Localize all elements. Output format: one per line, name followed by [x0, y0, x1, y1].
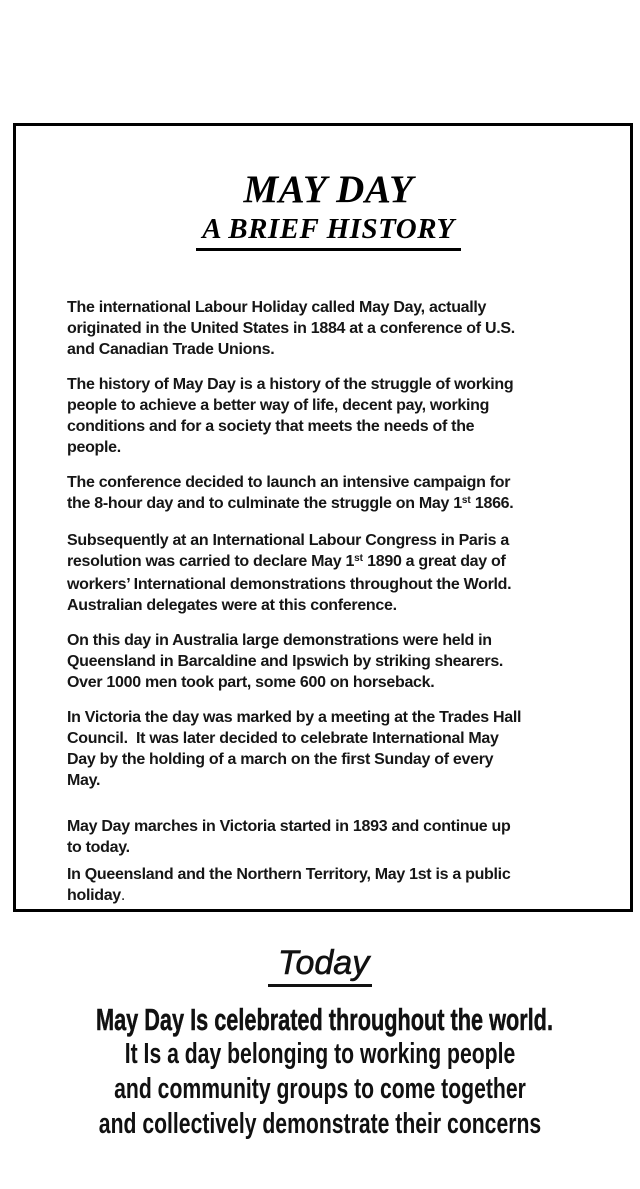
paragraph-line: The conference decided to launch an intensive campaign for: [67, 474, 511, 491]
document-title: MAY DAY: [243, 168, 414, 211]
paragraph: [67, 374, 590, 458]
paragraph-line: resolution was carried to declare May 1st 1890 a great day of: [67, 553, 506, 570]
paragraph-line: holiday.: [67, 887, 126, 904]
today-heading: Today: [268, 945, 372, 987]
paragraph-line: In Victoria the day was marked by a meeting at the Trades Hall: [67, 709, 522, 726]
today-heading-row: [0, 945, 640, 987]
paragraph-line: The international Labour Holiday called May Day, actually: [67, 299, 487, 316]
paragraph: [67, 864, 590, 906]
document-subtitle: A BRIEF HISTORY: [196, 214, 461, 251]
paragraph-line: Council. It was later decided to celebrate International May: [67, 730, 499, 747]
superscript-ordinal: st: [354, 553, 363, 564]
footer-line: and community groups to come together: [114, 1073, 526, 1105]
footer-lines: [0, 1002, 640, 1142]
paragraph-line: May.: [67, 772, 101, 789]
paragraph: [67, 530, 590, 616]
footer-section: [0, 945, 640, 1142]
paragraph-line: In Queensland and the Northern Territory, May 1st is a public: [67, 866, 511, 883]
paragraph-line: Queensland in Barcaldine and Ipswich by striking shearers.: [67, 653, 504, 670]
footer-line: and collectively demonstrate their concerns: [98, 1108, 542, 1140]
superscript-ordinal: st: [461, 495, 471, 506]
paragraph-line: workers’ International demonstrations throughout the World.: [67, 576, 512, 593]
history-paragraphs: [67, 297, 590, 906]
paragraph-line: Subsequently at an International Labour Congress in Paris a: [67, 532, 509, 549]
paragraph: [67, 707, 590, 791]
paragraph-line: the 8-hour day and to culminate the struggle on May 1st 1866.: [67, 495, 514, 512]
history-box: [13, 123, 633, 912]
paragraph-line: Over 1000 men took part, some 600 on horseback.: [67, 674, 435, 691]
paragraph-line: May Day marches in Victoria started in 1893 and continue up: [67, 818, 511, 835]
paragraph-line: to today.: [67, 839, 130, 856]
paragraph-line: On this day in Australia large demonstrations were held in: [67, 632, 492, 649]
footer-line: May Day Is celebrated throughout the world.: [96, 1002, 553, 1037]
light-text: .: [120, 887, 126, 904]
paragraph: [67, 816, 590, 858]
paragraph-line: Day by the holding of a march on the first Sunday of every: [67, 751, 494, 768]
paragraph-line: people to achieve a better way of life, decent pay, working: [67, 397, 490, 414]
paragraph-line: people.: [67, 439, 121, 456]
paragraph-line: conditions and for a society that meets the needs of the: [67, 418, 475, 435]
paragraph-line: Australian delegates were at this conference.: [67, 597, 397, 614]
paragraph-line: The history of May Day is a history of the struggle of working: [67, 376, 514, 393]
paragraph-line: originated in the United States in 1884 at a conference of U.S.: [67, 320, 515, 337]
paragraph: [67, 297, 590, 360]
paragraph-line: and Canadian Trade Unions.: [67, 341, 275, 358]
footer-line: It Is a day belonging to working people: [124, 1038, 516, 1070]
paragraph: [67, 630, 590, 693]
paragraph: [67, 472, 590, 516]
document-subtitle-row: [67, 214, 590, 251]
